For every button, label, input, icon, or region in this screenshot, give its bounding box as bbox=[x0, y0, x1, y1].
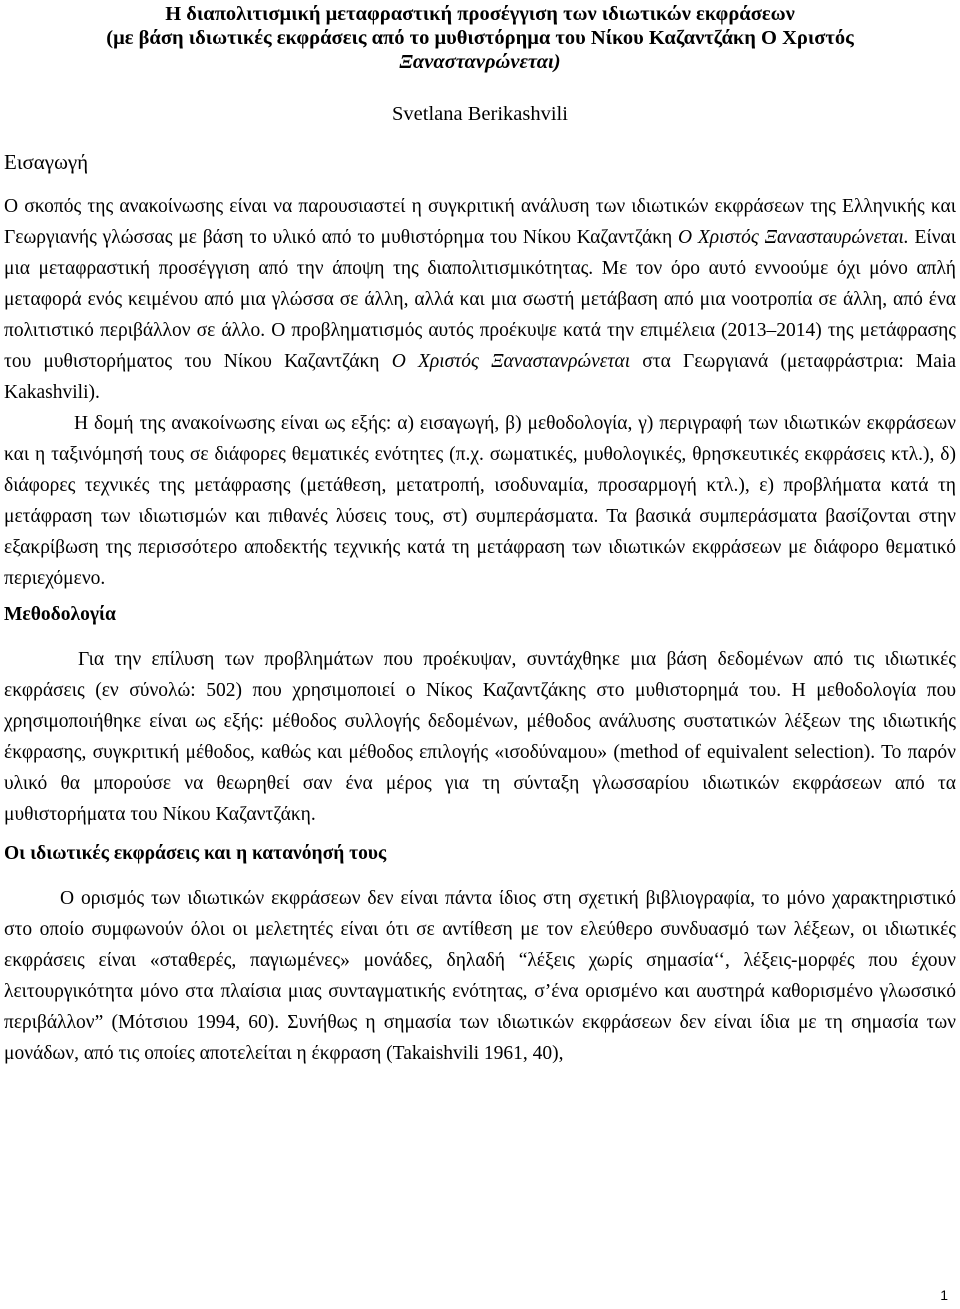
intro-p1-book-title-2: Ο Χριστός Ξαναστανρώνεται bbox=[391, 351, 631, 372]
title-line-3: Ξαναστανρώνεται) bbox=[399, 51, 561, 73]
intro-p1-book-title: Ο Χριστός Ξανασταυρώνεται. bbox=[678, 227, 909, 248]
author-name: Svetlana Berikashvili bbox=[392, 103, 568, 125]
methodology-paragraph: Για την επίλυση των προβλημάτων που προέκυψαν, συντάχθηκε μια βάση δεδομένων από τις ιδιωτικές εκφράσεις (εν σύνολώ: 502) που χρησιμοποιεί ο Νίκος Καζαντζάκης στο μυθιστορημά του. Η μεθοδολογία που χρησιμοποιήθηκε είναι ως εξής: μέθοδος συλλογής δεδομένων, μέθοδος ανάλυσης συστατικών λέξεων της ιδιωτικής έκφρασης, συγκριτική μέθοδος, καθώς και μέθοδος επιλογής «ισοδύναμου» (method of equivalent selection). Το παρόν υλικό θα μπορούσε να θεωρηθεί σαν ένα μέρος για τη σύνταξη γλωσσαρίου ιδιωτικών εκφράσεων από τα μυθιστορήματα του Νίκου Καζαντζάκη. bbox=[4, 649, 956, 825]
page-number: 1 bbox=[940, 1287, 948, 1303]
understanding-paragraph: Ο ορισμός των ιδιωτικών εκφράσεων δεν είναι πάντα ίδιος στη σχετική βιβλιογραφία, το μόνο χαρακτηριστικό στο οποίο συμφωνούν όλοι οι μελετητές είναι ότι σε αντίθεση με τον ελεύθερο συνδυασμό των λέξεων, οι ιδιωτικές εκφράσεις είναι «σταθερές, παγιωμένες» μονάδες, δηλαδή “λέξεις χωρίς σημασία‘‘, λέξεις-μορφές που έχουν λειτουργικότητα μόνο στα πλαίσια μιας συνταγματικής ενότητας, σ’ένα ορισμένο και αυστηρά καθορισμένο γλωσσικό περιβάλλον” (Μότσιου 1994, 60). Συνήθως η σημασία των ιδιωτικών εκφράσεων δεν είναι ίδια με τη σημασία των μονάδων, από τις οποίες αποτελείται η έκφραση (Takaishvili 1961, 40), bbox=[4, 888, 956, 1064]
intro-p1-text-c: Είναι μια μεταφραστική προσέγγιση από την άποψη της διαπολιτισμικότητας. Με τον όρο αυτό εννοούμε όχι μόνο απλή μεταφορά ενός κειμένου από μια γλώσσα σε άλλη, αλλά και μια σωστή μετάβαση από μια νοοτροπία σε άλλη, από ένα πολιτιστικό περιβάλλον σε άλλο. Ο προβληματισμός αυτός προέκυψε κατά την επιμέλεια (2013–2014) της μετάφρασης του μυθιστορήματος του Νίκου Καζαντζάκη bbox=[4, 227, 956, 372]
title-line-1: Η διαπολιτισμική μεταφραστική προσέγγιση των ιδιωτικών εκφράσεων bbox=[165, 3, 795, 25]
intro-paragraph-1 bbox=[4, 191, 956, 408]
intro-p1-text-a: Ο σκοπός της ανακοίνωσης είναι να παρουσιαστεί η συγκριτική ανάλυση των ιδιωτικών εκφράσεων της Ελληνικής και Γεωργιανής γλώσσας με βάση το υλικό από το μυθιστόρημα του Νίκου Καζαντζάκη bbox=[4, 196, 956, 248]
understanding-heading: Οι ιδιωτικές εκφράσεις και η κατανόησή τους bbox=[4, 843, 387, 864]
paper-title bbox=[4, 2, 956, 74]
intro-heading: Εισαγωγή bbox=[4, 150, 89, 174]
intro-paragraph-2: Η δομή της ανακοίνωσης είναι ως εξής: α) εισαγωγή, β) μεθοδολογία, γ) περιγραφή των ιδιωτικών εκφράσεων και η ταξινόμησή τους σε διάφορες θεματικές ενότητες (π.χ. σωματικές, μυθολογικές, θρησκευτικές εκφράσεις κτλ.), δ) διάφορες τεχνικές της μετάφρασης (μετάθεση, μετατροπή, ισοδυναμία, προσαρμογή κτλ.), ε) προβλήματα κατά τη μετάφραση των ιδιωτισμών και πιθανές λύσεις τους, στ) συμπεράσματα. Τα βασικά συμπεράσματα βασίζονται στην εξακρίβωση της περισσότερο αποδεκτής τεχνικής κατά τη μετάφραση των ιδιωτικών εκφράσεων με διάφορο θεματικό περιεχόμενο. bbox=[4, 413, 956, 589]
title-line-2: (με βάση ιδιωτικές εκφράσεις από το μυθιστόρημα του Νίκου Καζαντζάκη Ο Χριστός bbox=[106, 27, 854, 49]
methodology-heading: Μεθοδολογία bbox=[4, 604, 116, 625]
intro-p1-text-e: στα Γεωργιανά (μεταφράστρια: Maia Kakashvili). bbox=[4, 351, 956, 403]
document-page bbox=[4, 0, 956, 1069]
